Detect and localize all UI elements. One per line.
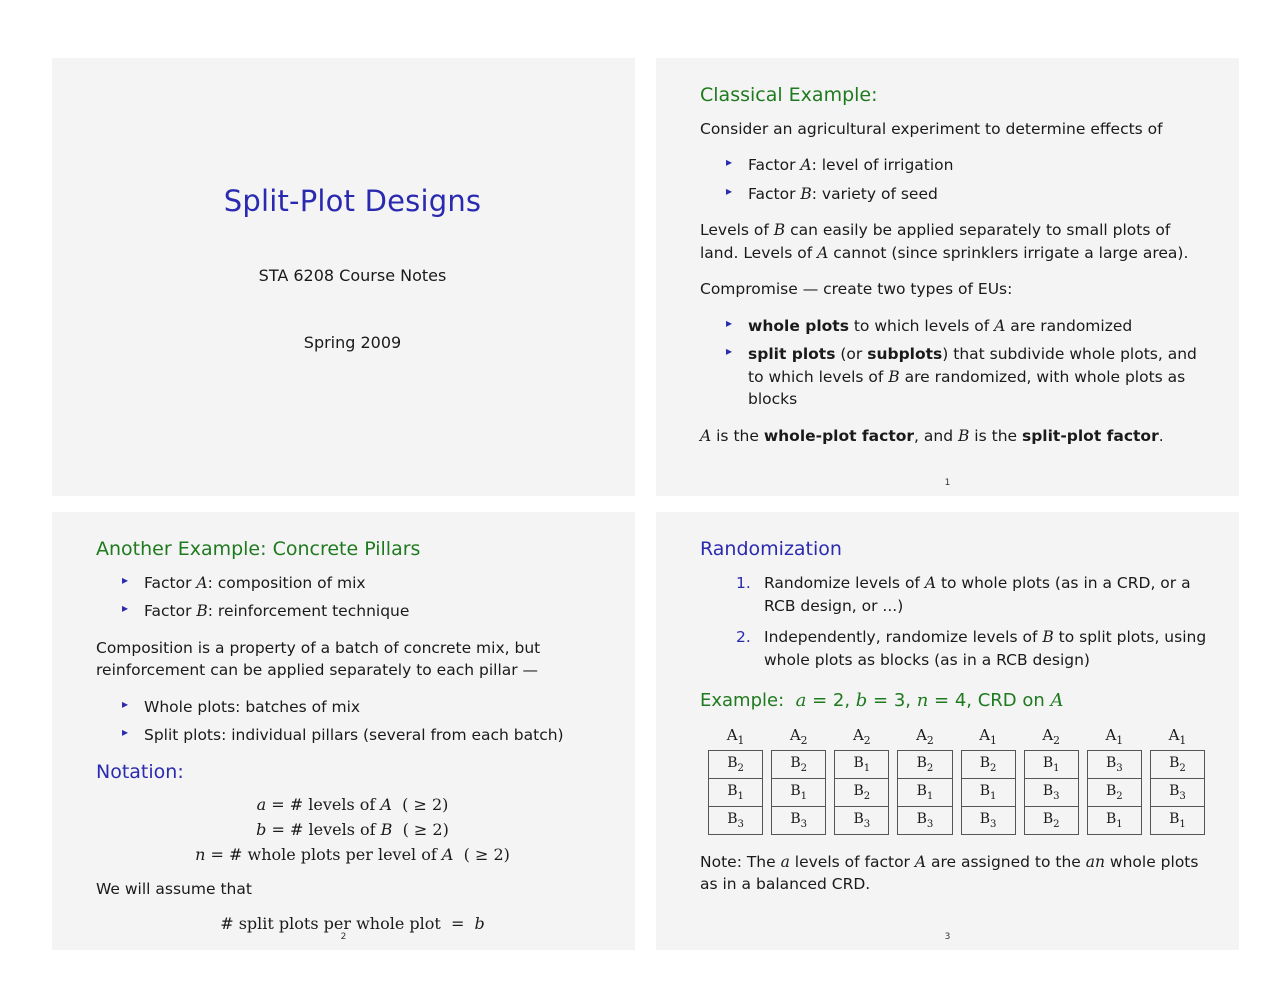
- table-header-cell: $A_1$: [1168, 725, 1187, 747]
- concrete-pillars-heading: Another Example: Concrete Pillars: [96, 538, 421, 560]
- list-item: ▸ split plots (or subplots) that subdivide whole plots, and to which levels of B are randomized, with whole plots as blocks: [726, 343, 1213, 410]
- table-header-cell: $A_2$: [789, 725, 808, 747]
- list-item: ▸ Split plots: individual pillars (several from each batch): [122, 724, 609, 746]
- table-cell: $B_3$: [834, 806, 889, 835]
- table-cell: $B_1$: [1150, 806, 1205, 835]
- assumption-paragraph: We will assume that: [96, 879, 252, 898]
- table-header-cell: $A_1$: [1105, 725, 1124, 747]
- table-cell: $B_1$: [961, 778, 1016, 806]
- concrete-composition-paragraph: Composition is a property of a batch of concrete mix, but reinforcement can be applied separately to each pillar —: [96, 638, 541, 680]
- table-cell: $B_1$: [708, 778, 763, 806]
- table-cell: $B_3$: [708, 806, 763, 835]
- concrete-factor-list: [96, 572, 609, 623]
- notation-equation-b: b = # levels of B ( ≥ 2): [256, 819, 449, 839]
- classical-eu-list: [700, 315, 1213, 411]
- table-row: [708, 778, 1205, 806]
- course-notes-label: STA 6208 Course Notes: [258, 266, 447, 285]
- slide-classical-example: [656, 58, 1239, 496]
- notation-equation-n: n = # whole plots per level of A ( ≥ 2): [195, 844, 510, 864]
- classical-closing-paragraph: A is the whole-plot factor, and B is the split-plot factor.: [700, 426, 1164, 445]
- randomization-note: Note: The a levels of factor A are assigned to the an whole plots as in a balanced CRD.: [700, 852, 1199, 894]
- list-item: ▸ Factor B: reinforcement technique: [122, 600, 609, 622]
- slide-randomization-content: [700, 538, 1213, 911]
- table-cell: $B_2$: [708, 750, 763, 778]
- table-cell: $B_2$: [897, 750, 952, 778]
- table-header-cell: $A_1$: [726, 725, 745, 747]
- table-cell: $B_2$: [961, 750, 1016, 778]
- example-label: Example:: [700, 689, 785, 711]
- randomization-heading: Randomization: [700, 538, 842, 560]
- table-cell: $B_1$: [897, 778, 952, 806]
- table-header-row: [708, 725, 1205, 750]
- table-cell: $B_3$: [961, 806, 1016, 835]
- slide-concrete-pillars: [52, 512, 635, 950]
- table-cell: $B_1$: [1024, 750, 1079, 778]
- classical-levels-paragraph: Levels of B can easily be applied separately to small plots of land. Levels of A cannot (since sprinklers irrigate a large area).: [700, 221, 1189, 262]
- page-number: 3: [944, 932, 951, 942]
- table-cell: $B_2$: [1150, 750, 1205, 778]
- presentation-date: Spring 2009: [303, 333, 402, 352]
- table-cell: $B_1$: [771, 778, 826, 806]
- classical-factor-list: [700, 154, 1213, 205]
- randomization-grid-wrapper: [700, 725, 1213, 835]
- notation-heading: Notation:: [96, 760, 184, 783]
- concrete-plot-list: [96, 696, 609, 747]
- slide-title-content: [96, 84, 609, 352]
- list-item: ▸ Factor B: variety of seed: [726, 183, 1213, 205]
- assumption-equation: # split plots per whole plot = b: [220, 914, 485, 934]
- list-item: ▸ Factor A: level of irrigation: [726, 154, 1213, 176]
- slide-title: [52, 58, 635, 496]
- table-cell: $B_3$: [771, 806, 826, 835]
- slide-concrete-pillars-content: [96, 538, 609, 939]
- slide-classical-example-content: [700, 84, 1213, 461]
- table-cell: $B_3$: [1087, 750, 1142, 778]
- list-item: ▸ Factor A: composition of mix: [122, 572, 609, 594]
- list-item: ▸ whole plots to which levels of A are randomized: [726, 315, 1213, 337]
- table-header-cell: $A_2$: [916, 725, 934, 747]
- table-header-cell: $A_2$: [1042, 725, 1061, 747]
- table-cell: $B_3$: [1024, 778, 1079, 806]
- table-cell: $B_2$: [1024, 806, 1079, 835]
- table-cell: $B_1$: [1087, 806, 1142, 835]
- table-cell: $B_1$: [834, 750, 889, 778]
- list-item: ▸ Whole plots: batches of mix: [122, 696, 609, 718]
- table-header-cell: $A_1$: [979, 725, 997, 747]
- classical-compromise-paragraph: Compromise — create two types of EUs:: [700, 280, 1013, 299]
- table-cell: $B_2$: [834, 778, 889, 806]
- table-cell: $B_3$: [1150, 778, 1205, 806]
- table-header-cell: $A_2$: [852, 725, 871, 747]
- table-row: [708, 750, 1205, 778]
- slide-randomization: [656, 512, 1239, 950]
- notation-equation-a: a = # levels of A ( ≥ 2): [256, 794, 449, 814]
- table-cell: $B_2$: [771, 750, 826, 778]
- classical-example-intro: Consider an agricultural experiment to determine effects of: [700, 120, 1163, 138]
- page-number: 2: [340, 932, 347, 942]
- presentation-title: Split-Plot Designs: [223, 184, 482, 218]
- list-item: Independently, randomize levels of B to split plots, using whole plots as blocks (as in a RCB design): [764, 627, 1207, 669]
- list-item: Randomize levels of A to whole plots (as in a CRD, or a RCB design, or ...): [764, 574, 1191, 615]
- randomization-example-line: Example: a = 2, b = 3, n = 4, CRD on A: [700, 689, 1064, 711]
- classical-example-heading: Classical Example:: [700, 84, 878, 106]
- table-cell: $B_2$: [1087, 778, 1142, 806]
- table-cell: $B_3$: [897, 806, 952, 835]
- page-number: 1: [944, 478, 951, 488]
- randomization-steps: [700, 572, 1213, 672]
- table-row: [708, 806, 1205, 835]
- randomization-grid: [700, 725, 1213, 835]
